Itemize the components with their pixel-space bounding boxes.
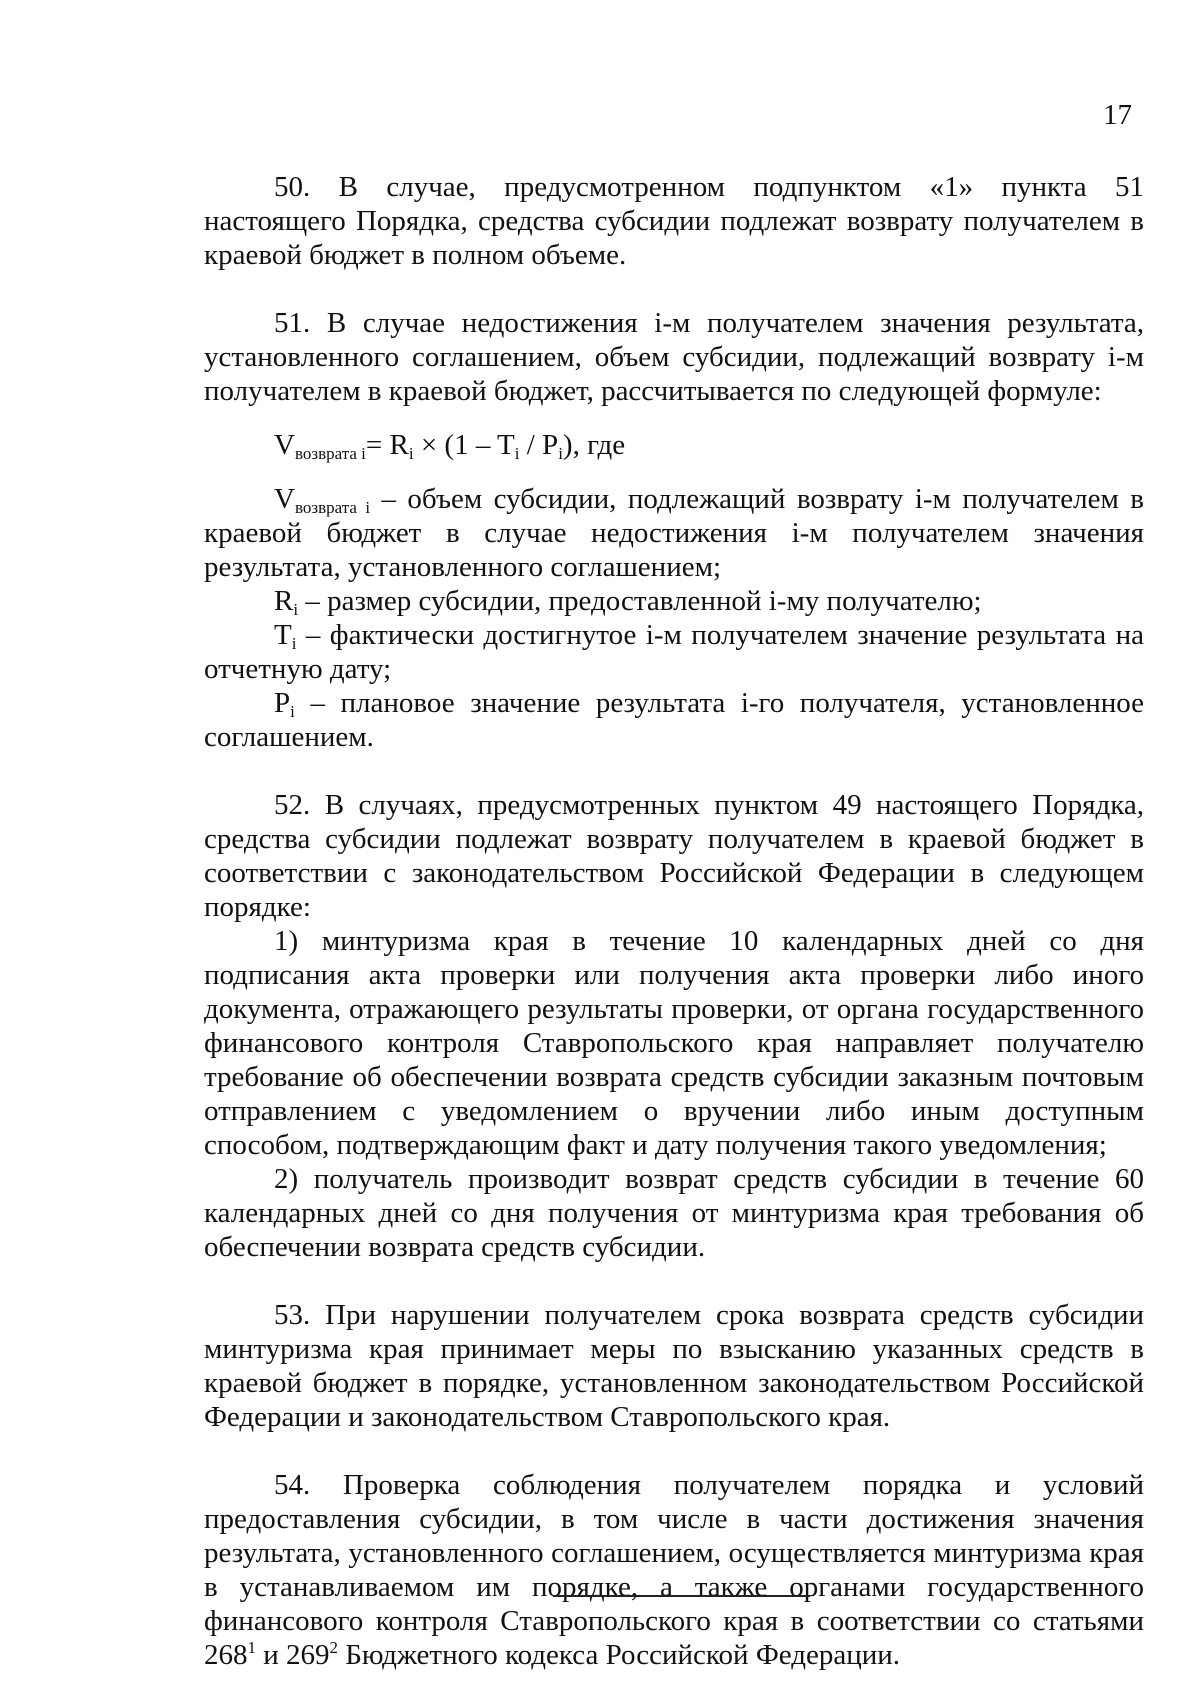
paragraph-51: 51. В случае недостижения i-м получателем значения результата, установленного соглашением, объем субсидии, подлежащий возврату i-м получателем в краевой бюджет, рассчитывается по следующей формуле: xyxy=(204,307,1144,407)
end-separator-line xyxy=(553,1595,810,1597)
definition-t: $T_i$ – фактически достигнутое i-м получателем значение результата на отчетную дату; xyxy=(204,619,1144,685)
paragraph-54: 54. Проверка соблюдения получателем порядка и условий предоставления субсидии, в том числе в части достижения значения результата, установленного соглашением, осуществляется минтуризма края в устанавливаемом им порядке, а также органами государственного финансового контроля Ставропольского края в соответствии со статьями $268^1$ и $269^2$ Бюджетного кодекса Российской Федерации. xyxy=(204,1469,1144,1671)
definition-v: $V_{возврата i}$ – объем субсидии, подлежащий возврату i-м получателем в краевой бюджет в случае недостижения i-м получателем значения результата, установленного соглашением; xyxy=(204,483,1144,583)
paragraph-52-item-2: 2) получатель производит возврат средств субсидии в течение 60 календарных дней со дня получения от минтуризма края требования об обеспечении возврата средств субсидии. xyxy=(204,1163,1144,1263)
paragraph-50: 50. В случае, предусмотренном подпунктом «1» пункта 51 настоящего Порядка, средства субсидии подлежат возврату получателем в краевой бюджет в полном объеме. xyxy=(204,171,1144,271)
page-number: 17 xyxy=(1103,99,1132,131)
definition-p: $P_i$ – плановое значение результата i-го получателя, установленное соглашением. xyxy=(204,687,1144,753)
definition-r: $R_i$ – размер субсидии, предоставленной i-му получателю; xyxy=(274,585,982,619)
paragraph-52-item-1: 1) минтуризма края в течение 10 календарных дней со дня подписания акта проверки или получения акта проверки либо иного документа, отражающего результаты проверки, от органа государственного финансового контроля Ставропольского края направляет получателю требование об обеспечении возврата средств субсидии заказным почтовым отправлением с уведомлением о вручении либо иным доступным способом, подтверждающим факт и дату получения такого уведомления; xyxy=(204,925,1144,1161)
paragraph-52: 52. В случаях, предусмотренных пунктом 49 настоящего Порядка, средства субсидии подлежат возврату получателем в краевой бюджет в соответствии с законодательством Российской Федерации в следующем порядке: xyxy=(204,789,1144,923)
document-body xyxy=(204,170,1144,1672)
paragraph-53: 53. При нарушении получателем срока возврата средств субсидии минтуризма края принимает меры по взысканию указанных средств в краевой бюджет в порядке, установленном законодательством Российской Федерации и законодательством Ставропольского края. xyxy=(204,1299,1144,1433)
formula: $V_{возврата i}= R_i \times (1 - T_i / P_i)$, где xyxy=(274,429,626,463)
